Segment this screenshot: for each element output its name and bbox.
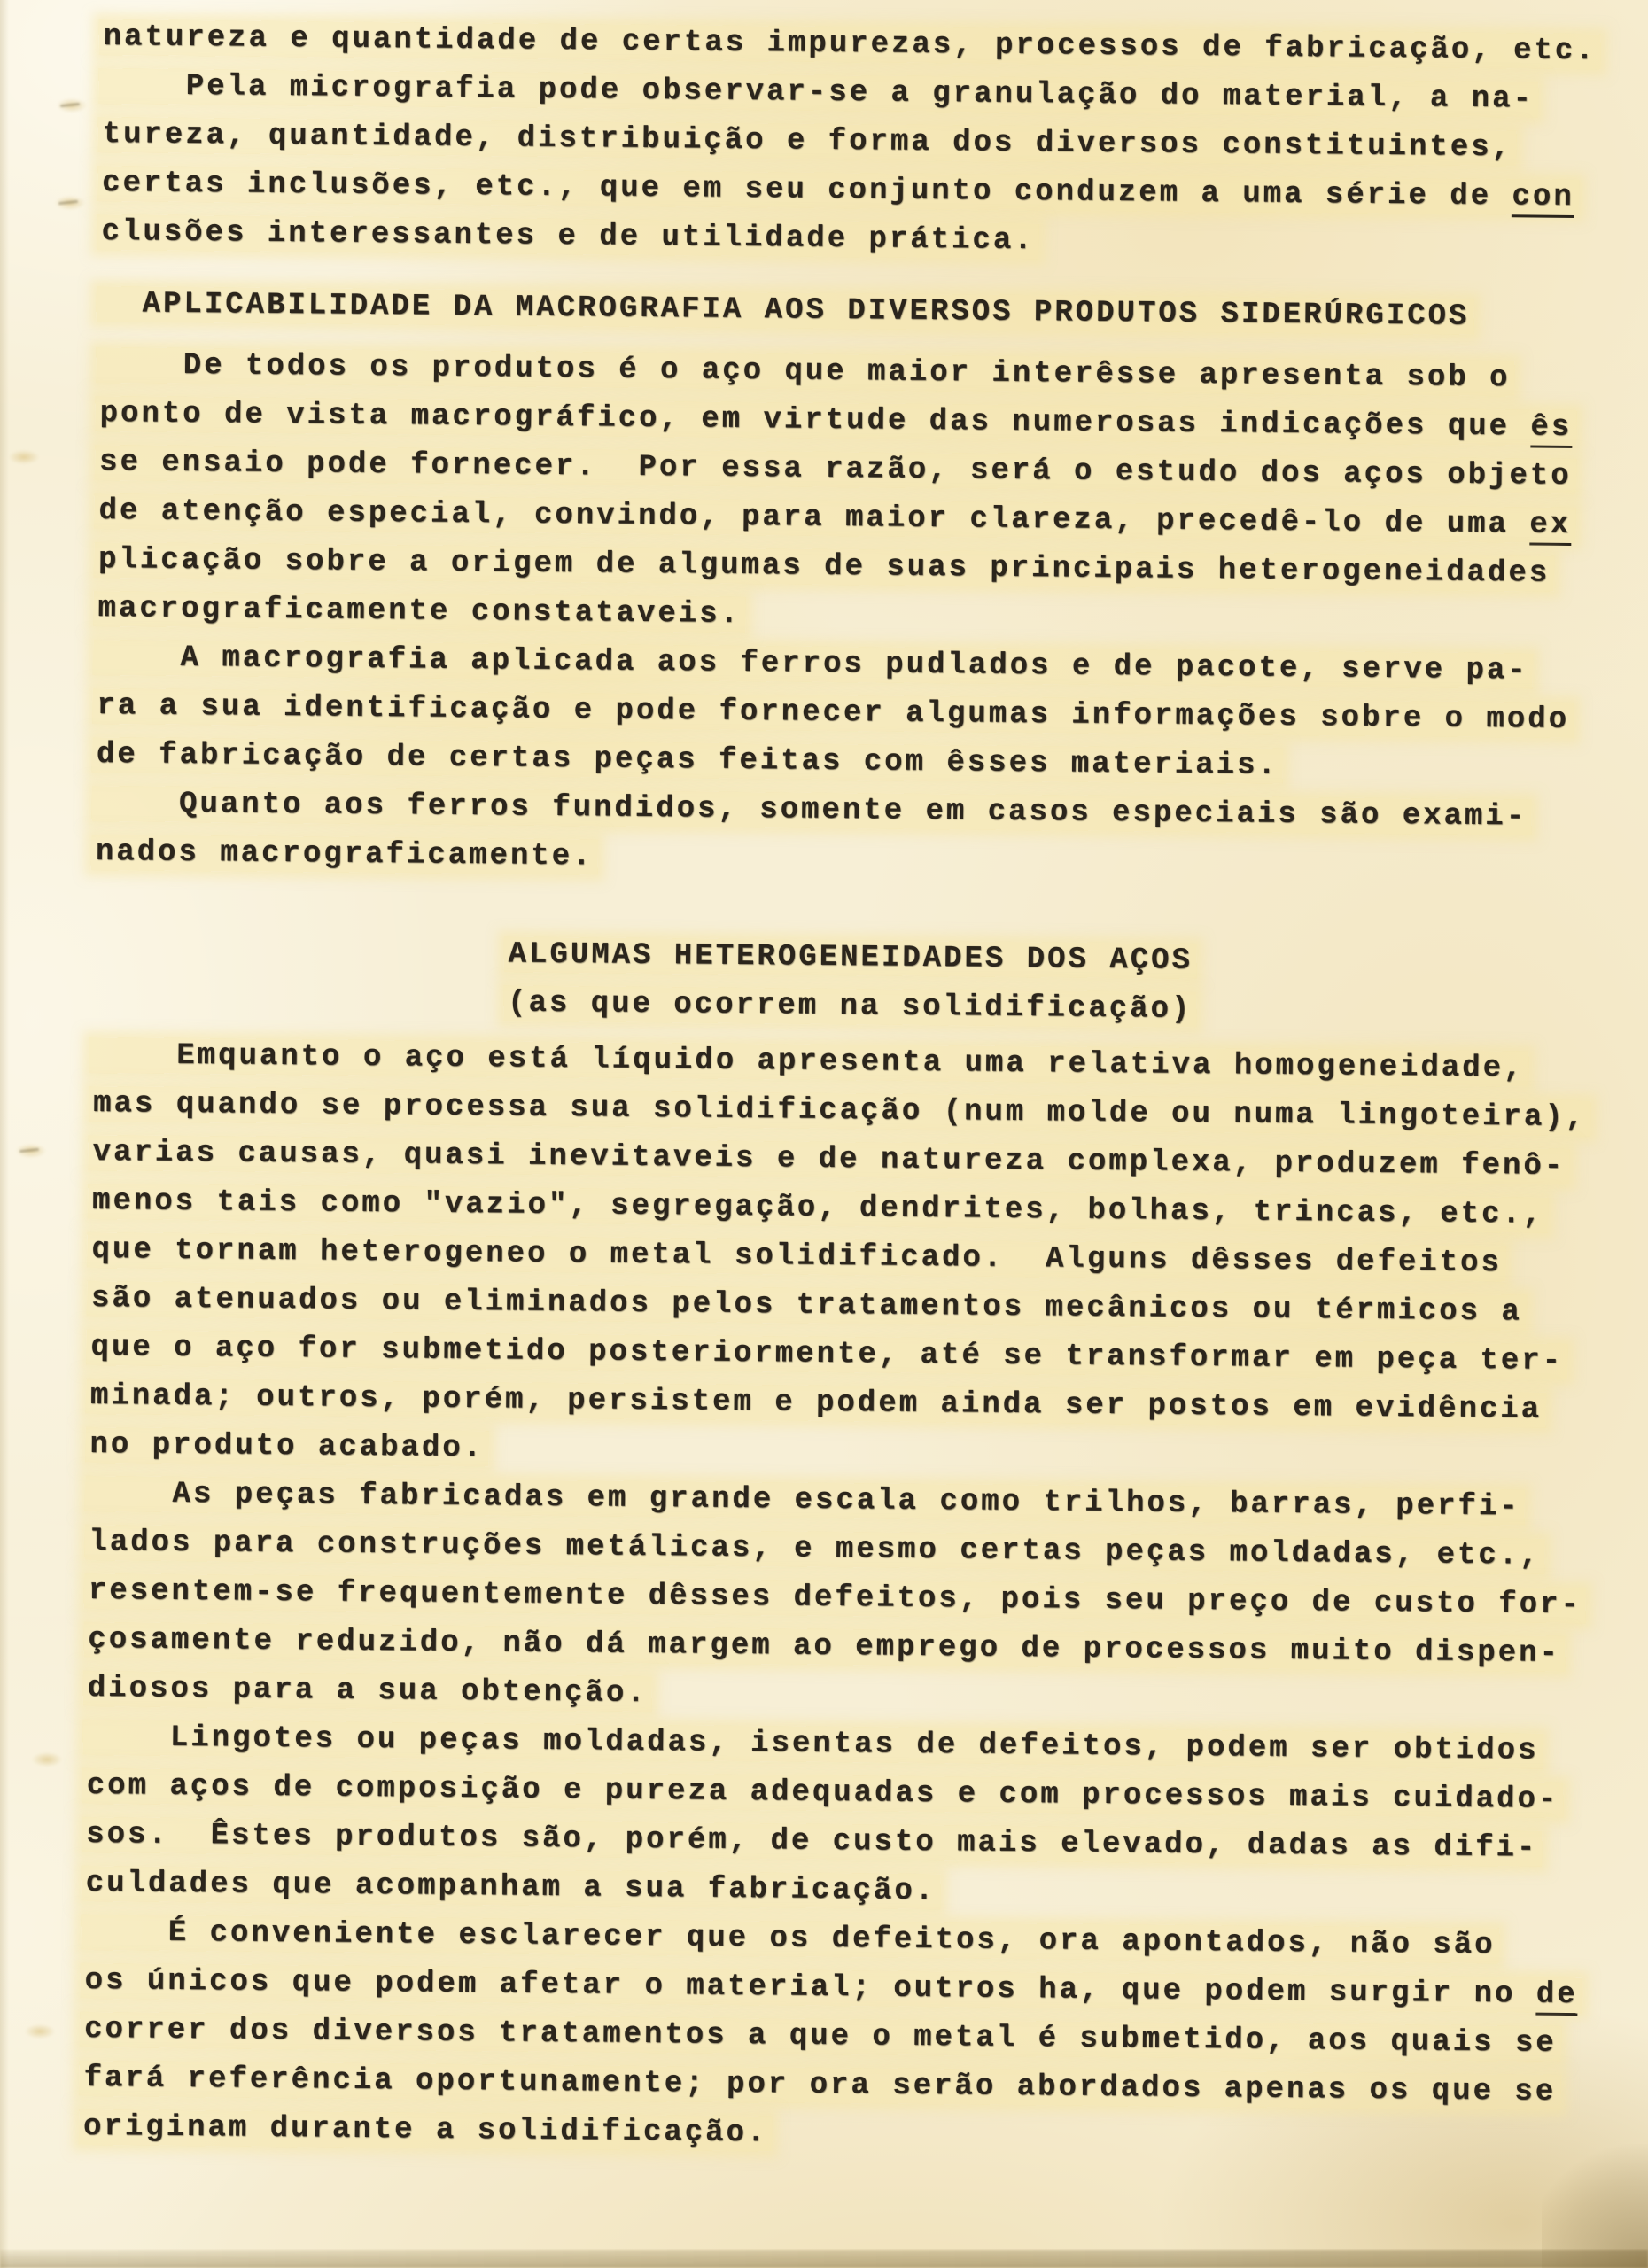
line-text: menos tais como "vazio", segregação, dendrites, bolhas, trincas, etc., [88, 1183, 1549, 1232]
paper-smudge [50, 193, 90, 213]
pencil-mark [60, 103, 80, 107]
line-text: os únicos que podem afetar o material; outros ha, que podem surgir no de [80, 1962, 1582, 2012]
line-text: Pela micrografia pode observar-se a granulação do material, a na- [98, 67, 1538, 117]
line-text: correr dos diversos tratamentos a que o metal é submetido, aos quais se [80, 2011, 1561, 2061]
underlined-fragment: con [1512, 180, 1574, 218]
line-text: com aços de composição e pureza adequadas e com processos mais cuidado- [82, 1767, 1564, 1817]
line-text: se ensaio pode fornecer. Por essa razão, será o estudo dos aços objeto [95, 444, 1576, 493]
line-text: ALGUMAS HETEROGENEIDADES DOS AÇOS [503, 936, 1197, 979]
scan-left-edge-shadow [0, 0, 9, 2268]
pencil-mark [19, 1148, 39, 1153]
line-text: Emquanto o aço está líquido apresenta uma relativa homogeneidade, [89, 1037, 1529, 1086]
line-text: de fabricação de certas peças feitas com êsses materiais. [92, 736, 1283, 783]
paragraph [79, 1907, 1602, 2165]
line-text: A macrografia aplicada aos ferros pudlados e de pacote, serve pa- [93, 639, 1533, 688]
underlined-fragment: ês [1530, 410, 1572, 447]
line-text: Lingotes ou peças moldadas, isentas de defeitos, podem ser obtidos [82, 1719, 1543, 1768]
line-text: que tornam heterogeneo o metal solidificado. Alguns dêsses defeitos [87, 1231, 1506, 1280]
line-text: minada; outros, porém, persistem e podem ainda ser postos em evidência [86, 1378, 1547, 1427]
paper-smudge [11, 1141, 51, 1161]
line-text: plicação sobre a origem de algumas de suas principais heterogeneidades [94, 541, 1555, 591]
line-text: De todos os produtos é o aço que maior interêsse apresenta sob o [96, 346, 1515, 395]
section-heading [97, 279, 1617, 342]
line-text: culdades que acompanham a sua fabricação. [82, 1865, 941, 1908]
line-text: É conveniente esclarecer que os defeitos, ora apontados, não são [81, 1914, 1500, 1962]
underlined-fragment: ex [1529, 508, 1571, 545]
paragraph [91, 779, 1613, 890]
paper-smudge [27, 1750, 67, 1769]
paper-smudge [4, 447, 44, 467]
paragraph [97, 12, 1620, 270]
line-text: nados macrograficamente. [91, 834, 598, 874]
line-text: As peças fabricadas em grande escala como trilhos, barras, perfi- [85, 1475, 1525, 1525]
line-text: tureza, quantidade, distribuição e forma dos diversos constituintes, [97, 116, 1517, 165]
page-corner-curl [1542, 2144, 1648, 2268]
line-text: clusões interessantes e de utilidade prática. [97, 214, 1038, 258]
paragraph [93, 340, 1616, 647]
line-text: ra a sua identificação e pode fornecer algumas informações sobre o modo [92, 687, 1574, 737]
paragraph [83, 1469, 1606, 1727]
paragraph [81, 1713, 1603, 1922]
typewritten-text [79, 12, 1620, 2165]
line-text: que o aço for submetido posteriormente, até se transformar em peça ter- [86, 1329, 1567, 1379]
line-text: de atenção especial, convindo, para maior clareza, precedê-lo de uma ex [94, 493, 1575, 542]
line-text: mas quando se processa sua solidificação (num molde ou numa lingoteira), [89, 1085, 1590, 1135]
paragraph [92, 633, 1614, 793]
line-text: resentem-se frequentemente dêsses defeitos, pois seu preço de custo for- [84, 1573, 1586, 1622]
paper-smudge [51, 96, 92, 115]
line-text: natureza e quantidade de certas impurezas, processos de fabricação, etc. [99, 19, 1601, 68]
line-text: Quanto aos ferros fundidos, somente em casos especiais são exami- [91, 785, 1531, 835]
line-text: (as que ocorrem na solidificação) [503, 985, 1197, 1028]
underlined-fragment: de [1536, 1977, 1578, 2015]
line-text: sos. Êstes produtos são, porém, de custo mais elevado, dadas as difi- [82, 1816, 1543, 1866]
line-text: certas inclusões, etc., que em seu conjunto conduzem a uma série de con [97, 165, 1579, 214]
pencil-mark [58, 200, 78, 205]
line-text: lados para construções metálicas, e mesmo certas peças moldadas, etc., [84, 1524, 1545, 1573]
page-bottom-edge [0, 2250, 1648, 2268]
line-text: são atenuados ou eliminados pelos tratamentos mecânicos ou térmicos a [87, 1280, 1527, 1330]
line-text: originam durante a solidificação. [79, 2109, 773, 2151]
line-text: ponto de vista macrográfico, em virtude das numerosas indicações que ês [95, 395, 1576, 445]
line-text: varias causas, quasi inevitaveis e de natureza complexa, produzem fenô- [88, 1134, 1569, 1184]
line-text: çosamente reduzido, não dá margem ao emprego de processos muito dispen- [83, 1621, 1565, 1671]
text-line [97, 279, 1617, 342]
line-text: fará referência oportunamente; por ora serão abordados apenas os que se [79, 2060, 1560, 2109]
line-text: APLICABILIDADE DA MACROGRAFIA AOS DIVERSOS PRODUTOS SIDERÚRGICOS [97, 285, 1474, 334]
paper-smudge [19, 2022, 60, 2041]
section-heading [89, 926, 1611, 1037]
line-text: macrograficamente constataveis. [93, 590, 745, 632]
line-text: no produto acabado. [85, 1426, 488, 1465]
line-text: diosos para a sua obtenção. [83, 1670, 652, 1711]
paragraph [85, 1030, 1610, 1483]
